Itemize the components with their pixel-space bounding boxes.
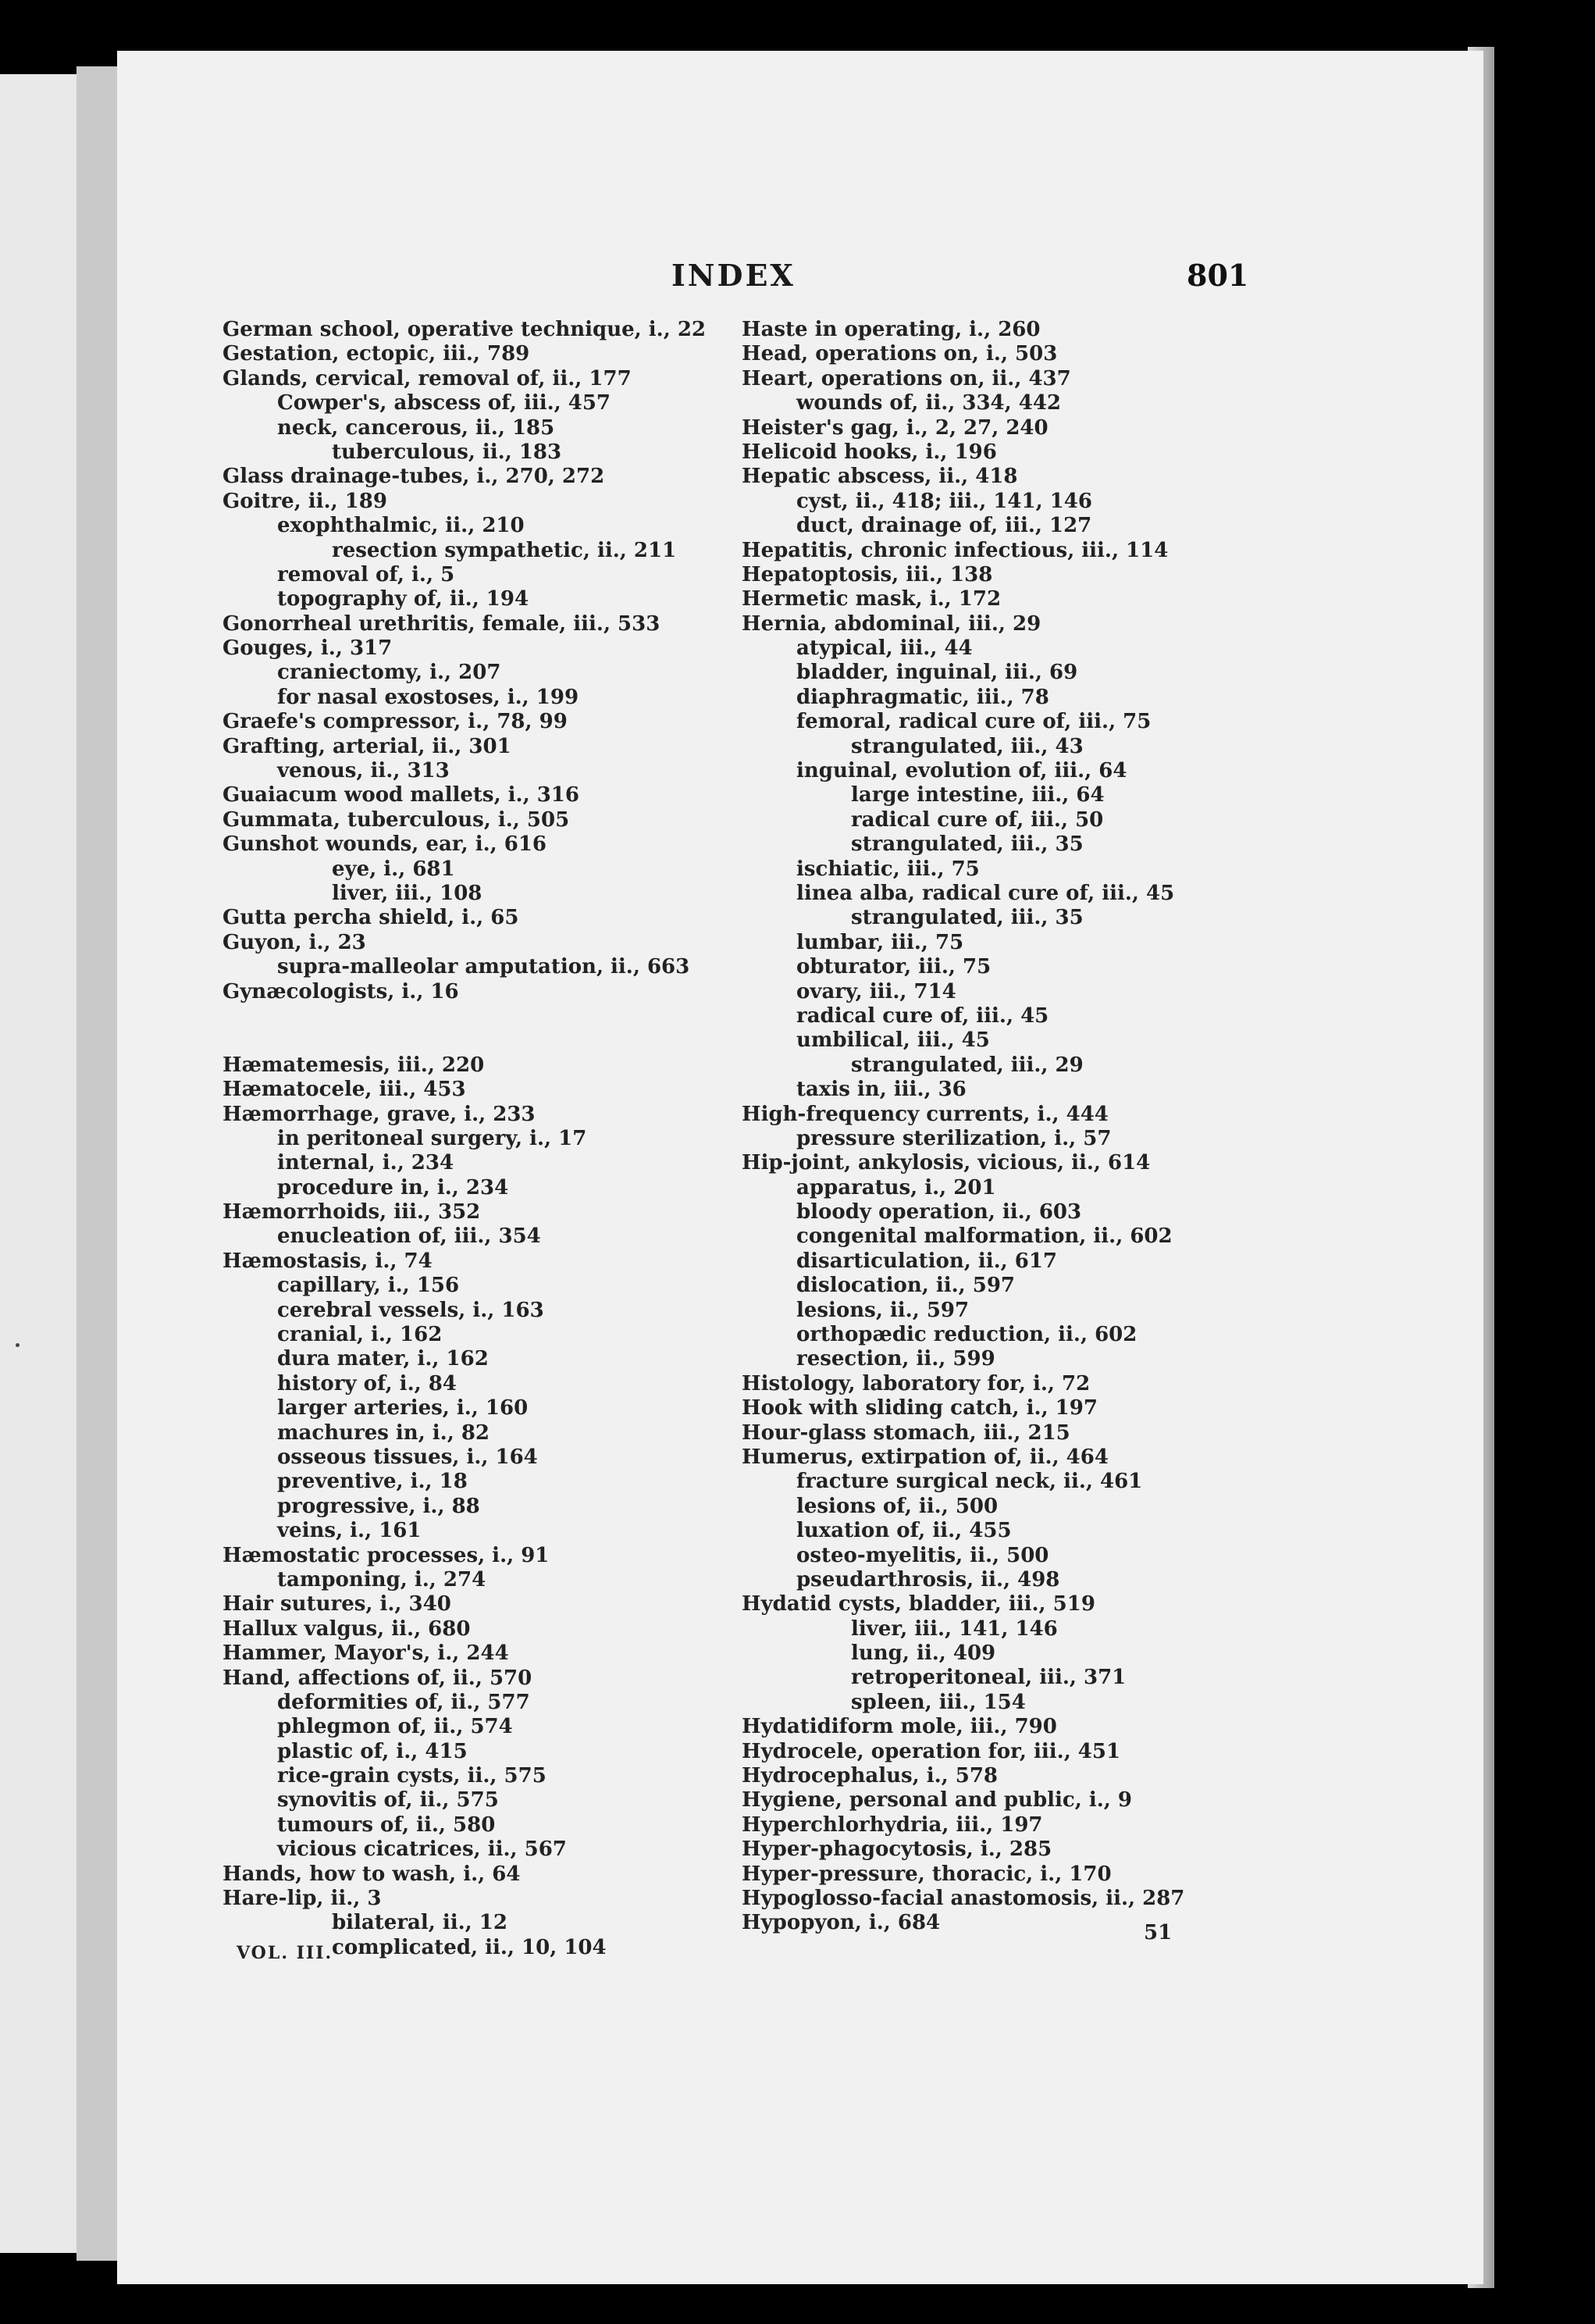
index-entry: Hypoglosso-facial anastomosis, ii., 287 xyxy=(742,1887,1185,1910)
index-subentry: exophthalmic, ii., 210 xyxy=(277,514,525,538)
index-subentry: pseudarthrosis, ii., 498 xyxy=(796,1567,1060,1592)
index-entry: Grafting, arterial, ii., 301 xyxy=(223,734,511,758)
index-entry: Hare-lip, ii., 3 xyxy=(223,1887,382,1911)
index-entry: Hermetic mask, i., 172 xyxy=(742,587,1002,611)
facing-page-gutter xyxy=(77,66,117,2261)
index-subentry: internal, i., 234 xyxy=(277,1151,454,1175)
index-subentry: lumbar, iii., 75 xyxy=(796,930,964,954)
index-entry: Hæmorrhoids, iii., 352 xyxy=(223,1200,481,1224)
index-entry: Head, operations on, i., 503 xyxy=(742,342,1058,366)
index-entry: Hæmatocele, iii., 453 xyxy=(223,1078,466,1102)
index-entry: Graefe's compressor, i., 78, 99 xyxy=(223,710,568,734)
index-subentry: synovitis of, ii., 575 xyxy=(277,1788,499,1813)
index-subentry: wounds of, ii., 334, 442 xyxy=(796,391,1062,415)
index-subentry: resection sympathetic, ii., 211 xyxy=(332,538,677,562)
index-entry: Gynæcologists, i., 16 xyxy=(223,979,459,1003)
index-subentry: large intestine, iii., 64 xyxy=(851,783,1105,807)
index-entry: Hernia, abdominal, iii., 29 xyxy=(742,611,1041,636)
index-subentry: bilateral, ii., 12 xyxy=(332,1911,507,1935)
running-title: INDEX xyxy=(671,258,796,293)
index-subentry: disarticulation, ii., 617 xyxy=(796,1249,1058,1273)
index-subentry: lesions, ii., 597 xyxy=(796,1298,970,1322)
index-entry: Heister's gag, i., 2, 27, 240 xyxy=(742,415,1048,440)
index-entry: Hepatitis, chronic infectious, iii., 114 xyxy=(742,538,1169,562)
index-subentry: removal of, i., 5 xyxy=(277,562,455,586)
index-subentry: capillary, i., 156 xyxy=(277,1274,460,1298)
index-subentry: osteo-myelitis, ii., 500 xyxy=(796,1543,1049,1567)
index-subentry: bloody operation, ii., 603 xyxy=(796,1200,1082,1224)
index-entry: Hallux valgus, ii., 680 xyxy=(223,1616,471,1641)
index-entry: Gunshot wounds, ear, i., 616 xyxy=(223,832,547,857)
index-subentry: strangulated, iii., 35 xyxy=(851,832,1084,857)
index-subentry: dura mater, i., 162 xyxy=(277,1347,489,1371)
index-subentry: liver, iii., 108 xyxy=(332,881,482,905)
index-entry: Hook with sliding catch, i., 197 xyxy=(742,1396,1098,1420)
index-section-gap xyxy=(223,1004,706,1053)
index-entry: Hypopyon, i., 684 xyxy=(742,1911,941,1935)
index-entry: Hyperchlorhydria, iii., 197 xyxy=(742,1813,1043,1837)
index-subentry: Cowper's, abscess of, iii., 457 xyxy=(277,391,611,415)
index-subentry: fracture surgical neck, ii., 461 xyxy=(796,1470,1143,1494)
index-subentry: machures in, i., 82 xyxy=(277,1420,490,1445)
index-entry: Guaiacum wood mallets, i., 316 xyxy=(223,783,579,807)
index-entry: Hip-joint, ankylosis, vicious, ii., 614 xyxy=(742,1151,1151,1175)
index-entry: Hair sutures, i., 340 xyxy=(223,1592,451,1616)
index-subentry: inguinal, evolution of, iii., 64 xyxy=(796,759,1127,783)
index-entry: Hydrocele, operation for, iii., 451 xyxy=(742,1739,1121,1763)
index-subentry: supra-malleolar amputation, ii., 663 xyxy=(277,955,690,979)
index-entry: Hands, how to wash, i., 64 xyxy=(223,1862,521,1886)
index-subentry: ovary, iii., 714 xyxy=(796,979,956,1003)
index-entry: Histology, laboratory for, i., 72 xyxy=(742,1371,1091,1395)
index-entry: Hydatid cysts, bladder, iii., 519 xyxy=(742,1592,1095,1616)
index-subentry: atypical, iii., 44 xyxy=(796,636,973,661)
index-subentry: craniectomy, i., 207 xyxy=(277,661,501,685)
index-entry: Hæmatemesis, iii., 220 xyxy=(223,1053,485,1077)
index-entry: Hæmorrhage, grave, i., 233 xyxy=(223,1102,536,1126)
index-entry: Goitre, ii., 189 xyxy=(223,489,387,513)
index-subentry: ischiatic, iii., 75 xyxy=(796,857,980,881)
index-subentry: phlegmon of, ii., 574 xyxy=(277,1715,513,1739)
index-subentry: in peritoneal surgery, i., 17 xyxy=(277,1126,587,1150)
index-subentry: cranial, i., 162 xyxy=(277,1323,443,1347)
index-subentry: radical cure of, iii., 45 xyxy=(796,1003,1049,1028)
index-subentry: deformities of, ii., 577 xyxy=(277,1690,530,1714)
index-subentry: tumours of, ii., 580 xyxy=(277,1813,496,1837)
index-entry: Helicoid hooks, i., 196 xyxy=(742,440,997,464)
index-entry: Hygiene, personal and public, i., 9 xyxy=(742,1788,1132,1813)
index-entry: Hepatic abscess, ii., 418 xyxy=(742,465,1018,489)
index-entry: Guyon, i., 23 xyxy=(223,930,366,954)
index-entry: Gummata, tuberculous, i., 505 xyxy=(223,807,570,832)
index-entry: Hour-glass stomach, iii., 215 xyxy=(742,1420,1070,1445)
index-entry: Gestation, ectopic, iii., 789 xyxy=(223,342,530,366)
index-subentry: femoral, radical cure of, iii., 75 xyxy=(796,710,1152,734)
index-subentry: veins, i., 161 xyxy=(277,1519,422,1543)
index-entry: Hammer, Mayor's, i., 244 xyxy=(223,1641,509,1666)
index-entry: Glass drainage-tubes, i., 270, 272 xyxy=(223,465,605,489)
index-subentry: dislocation, ii., 597 xyxy=(796,1274,1016,1298)
index-entry: Hyper-phagocytosis, i., 285 xyxy=(742,1837,1052,1862)
page-number: 801 xyxy=(1187,258,1249,293)
index-subentry: complicated, ii., 10, 104 xyxy=(332,1935,607,1959)
index-subentry: liver, iii., 141, 146 xyxy=(851,1616,1058,1641)
index-entry: Hæmostasis, i., 74 xyxy=(223,1249,433,1273)
signature-mark: 51 xyxy=(1144,1921,1173,1944)
index-subentry: for nasal exostoses, i., 199 xyxy=(277,685,579,709)
index-subentry: osseous tissues, i., 164 xyxy=(277,1445,538,1469)
index-subentry: vicious cicatrices, ii., 567 xyxy=(277,1837,567,1862)
index-subentry: spleen, iii., 154 xyxy=(851,1690,1026,1714)
index-subentry: pressure sterilization, i., 57 xyxy=(796,1126,1112,1150)
index-subentry: strangulated, iii., 35 xyxy=(851,906,1084,930)
index-entry: Hæmostatic processes, i., 91 xyxy=(223,1543,550,1567)
index-entry: Hepatoptosis, iii., 138 xyxy=(742,562,993,586)
index-entry: Haste in operating, i., 260 xyxy=(742,318,1041,341)
index-entry: High-frequency currents, i., 444 xyxy=(742,1102,1109,1126)
index-subentry: bladder, inguinal, iii., 69 xyxy=(796,661,1078,685)
index-subentry: larger arteries, i., 160 xyxy=(277,1396,529,1420)
index-subentry: tuberculous, ii., 183 xyxy=(332,440,562,464)
index-entry: Gonorrheal urethritis, female, iii., 533 xyxy=(223,611,660,636)
index-subentry: taxis in, iii., 36 xyxy=(796,1078,967,1102)
index-entry: Gutta percha shield, i., 65 xyxy=(223,906,519,930)
index-subentry: cerebral vessels, i., 163 xyxy=(277,1298,544,1322)
index-entry: German school, operative technique, i., 22 xyxy=(223,318,706,341)
index-subentry: topography of, ii., 194 xyxy=(277,587,529,611)
facing-page-edge xyxy=(0,74,77,2253)
index-subentry: preventive, i., 18 xyxy=(277,1470,468,1494)
index-subentry: luxation of, ii., 455 xyxy=(796,1519,1012,1543)
index-subentry: rice-grain cysts, ii., 575 xyxy=(277,1764,547,1788)
index-subentry: orthopædic reduction, ii., 602 xyxy=(796,1323,1138,1347)
index-subentry: strangulated, iii., 43 xyxy=(851,734,1084,758)
index-subentry: strangulated, iii., 29 xyxy=(851,1053,1084,1077)
index-entry: Hydrocephalus, i., 578 xyxy=(742,1764,999,1788)
index-subentry: duct, drainage of, iii., 127 xyxy=(796,514,1092,538)
index-subentry: progressive, i., 88 xyxy=(277,1494,480,1518)
index-subentry: congenital malformation, ii., 602 xyxy=(796,1224,1173,1249)
index-subentry: tamponing, i., 274 xyxy=(277,1567,486,1592)
index-subentry: lung, ii., 409 xyxy=(851,1641,996,1666)
index-entry: Hyper-pressure, thoracic, i., 170 xyxy=(742,1862,1112,1886)
index-subentry: history of, i., 84 xyxy=(277,1371,457,1395)
index-subentry: diaphragmatic, iii., 78 xyxy=(796,685,1049,709)
index-subentry: venous, ii., 313 xyxy=(277,759,450,783)
index-subentry: enucleation of, iii., 354 xyxy=(277,1224,541,1249)
index-subentry: apparatus, i., 201 xyxy=(796,1175,996,1199)
index-subentry: plastic of, i., 415 xyxy=(277,1739,468,1763)
index-entry: Heart, operations on, ii., 437 xyxy=(742,366,1071,390)
index-subentry: lesions of, ii., 500 xyxy=(796,1494,999,1518)
index-subentry: eye, i., 681 xyxy=(332,857,455,881)
index-subentry: linea alba, radical cure of, iii., 45 xyxy=(796,881,1175,905)
index-subentry: procedure in, i., 234 xyxy=(277,1175,509,1199)
index-subentry: radical cure of, iii., 50 xyxy=(851,807,1104,832)
index-entry: Gouges, i., 317 xyxy=(223,636,393,661)
index-entry: Glands, cervical, removal of, ii., 177 xyxy=(223,366,632,390)
index-column-right xyxy=(742,318,1184,1936)
index-subentry: neck, cancerous, ii., 185 xyxy=(277,415,555,440)
index-subentry: umbilical, iii., 45 xyxy=(796,1028,990,1053)
index-subentry: obturator, iii., 75 xyxy=(796,955,992,979)
index-subentry: retroperitoneal, iii., 371 xyxy=(851,1666,1127,1690)
index-column-left xyxy=(223,318,706,1960)
index-entry: Hydatidiform mole, iii., 790 xyxy=(742,1715,1057,1739)
scan-speck xyxy=(16,1343,20,1347)
volume-mark: VOL. III. xyxy=(237,1943,333,1963)
index-subentry: cyst, ii., 418; iii., 141, 146 xyxy=(796,489,1092,513)
index-entry: Humerus, extirpation of, ii., 464 xyxy=(742,1445,1109,1469)
index-entry: Hand, affections of, ii., 570 xyxy=(223,1666,532,1690)
index-subentry: resection, ii., 599 xyxy=(796,1347,995,1371)
